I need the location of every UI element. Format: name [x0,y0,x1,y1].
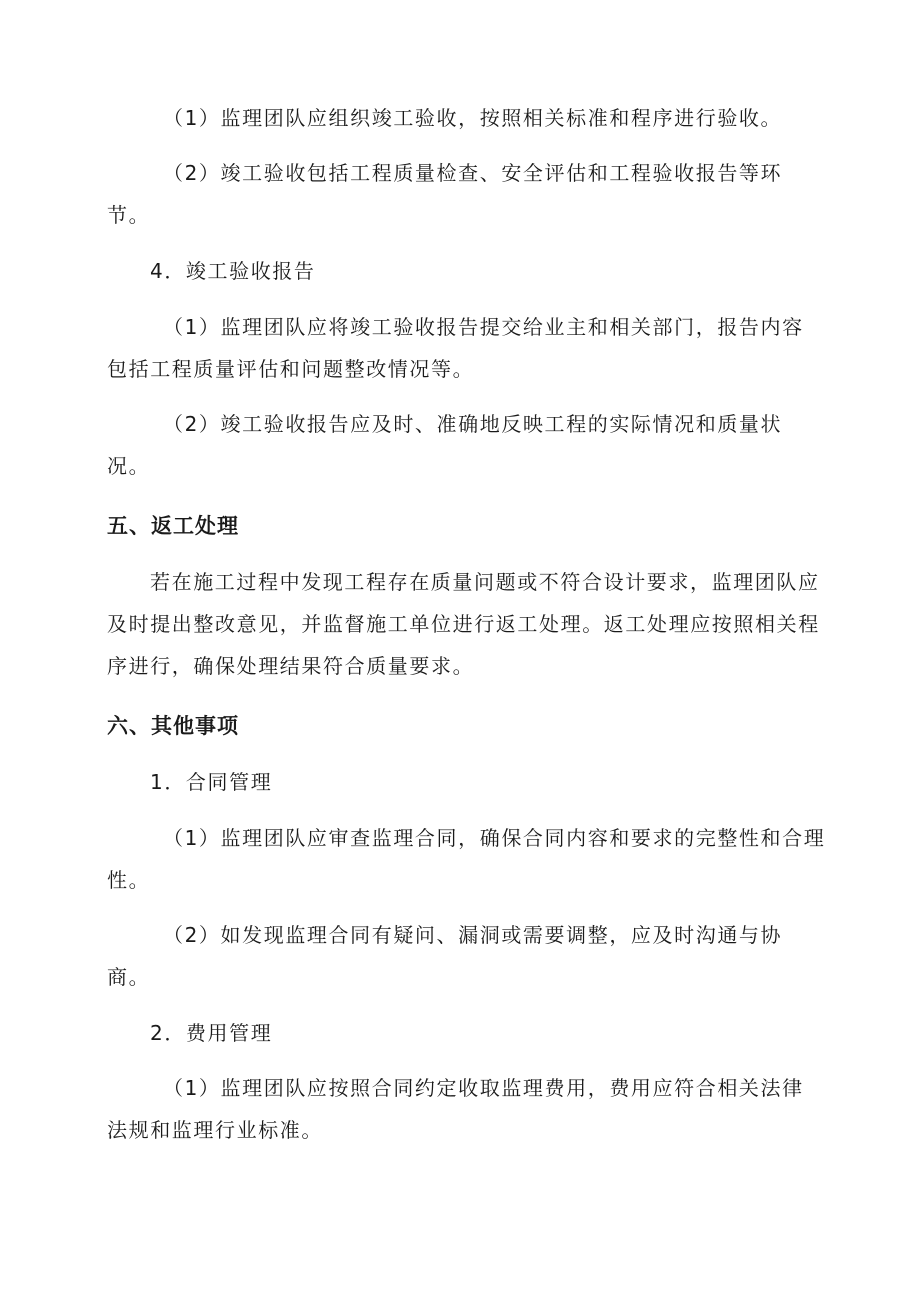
completion-item-2-cont: 节。 [107,203,151,227]
contract-item-1: （1）监理团队应审查监理合同，确保合同内容和要求的完整性和合理 [163,826,826,850]
section-6-heading: 六、其他事项 [107,714,239,738]
contract-item-2: （2）如发现监理合同有疑问、漏洞或需要调整，应及时沟通与协 [163,923,783,947]
fee-item-1: （1）监理团队应按照合同约定收取监理费用，费用应符合相关法律 [163,1076,804,1100]
report-item-1: （1）监理团队应将竣工验收报告提交给业主和相关部门，报告内容 [163,315,804,339]
report-item-1-cont: 包括工程质量评估和问题整改情况等。 [107,357,475,381]
report-item-2: （2）竣工验收报告应及时、准确地反映工程的实际情况和质量状 [163,412,783,436]
report-item-2-cont: 况。 [107,454,151,478]
contract-item-1-cont: 性。 [107,868,151,892]
completion-item-1: （1）监理团队应组织竣工验收，按照相关标准和程序进行验收。 [163,106,783,130]
rework-paragraph-line-1: 若在施工过程中发现工程存在质量问题或不符合设计要求，监理团队应 [150,570,820,594]
completion-item-2: （2）竣工验收包括工程质量检查、安全评估和工程验收报告等环 [163,161,783,185]
subsection-4-title: 4．竣工验收报告 [150,259,316,283]
subsection-2-title: 2．费用管理 [150,1021,273,1045]
section-5-heading: 五、返工处理 [107,514,239,538]
rework-paragraph-line-2: 及时提出整改意见，并监督施工单位进行返工处理。返工处理应按照相关程 [107,612,820,636]
contract-item-2-cont: 商。 [107,965,151,989]
fee-item-1-cont: 法规和监理行业标准。 [107,1118,323,1142]
rework-paragraph-line-3: 序进行，确保处理结果符合质量要求。 [107,654,475,678]
subsection-1-title: 1．合同管理 [150,770,273,794]
